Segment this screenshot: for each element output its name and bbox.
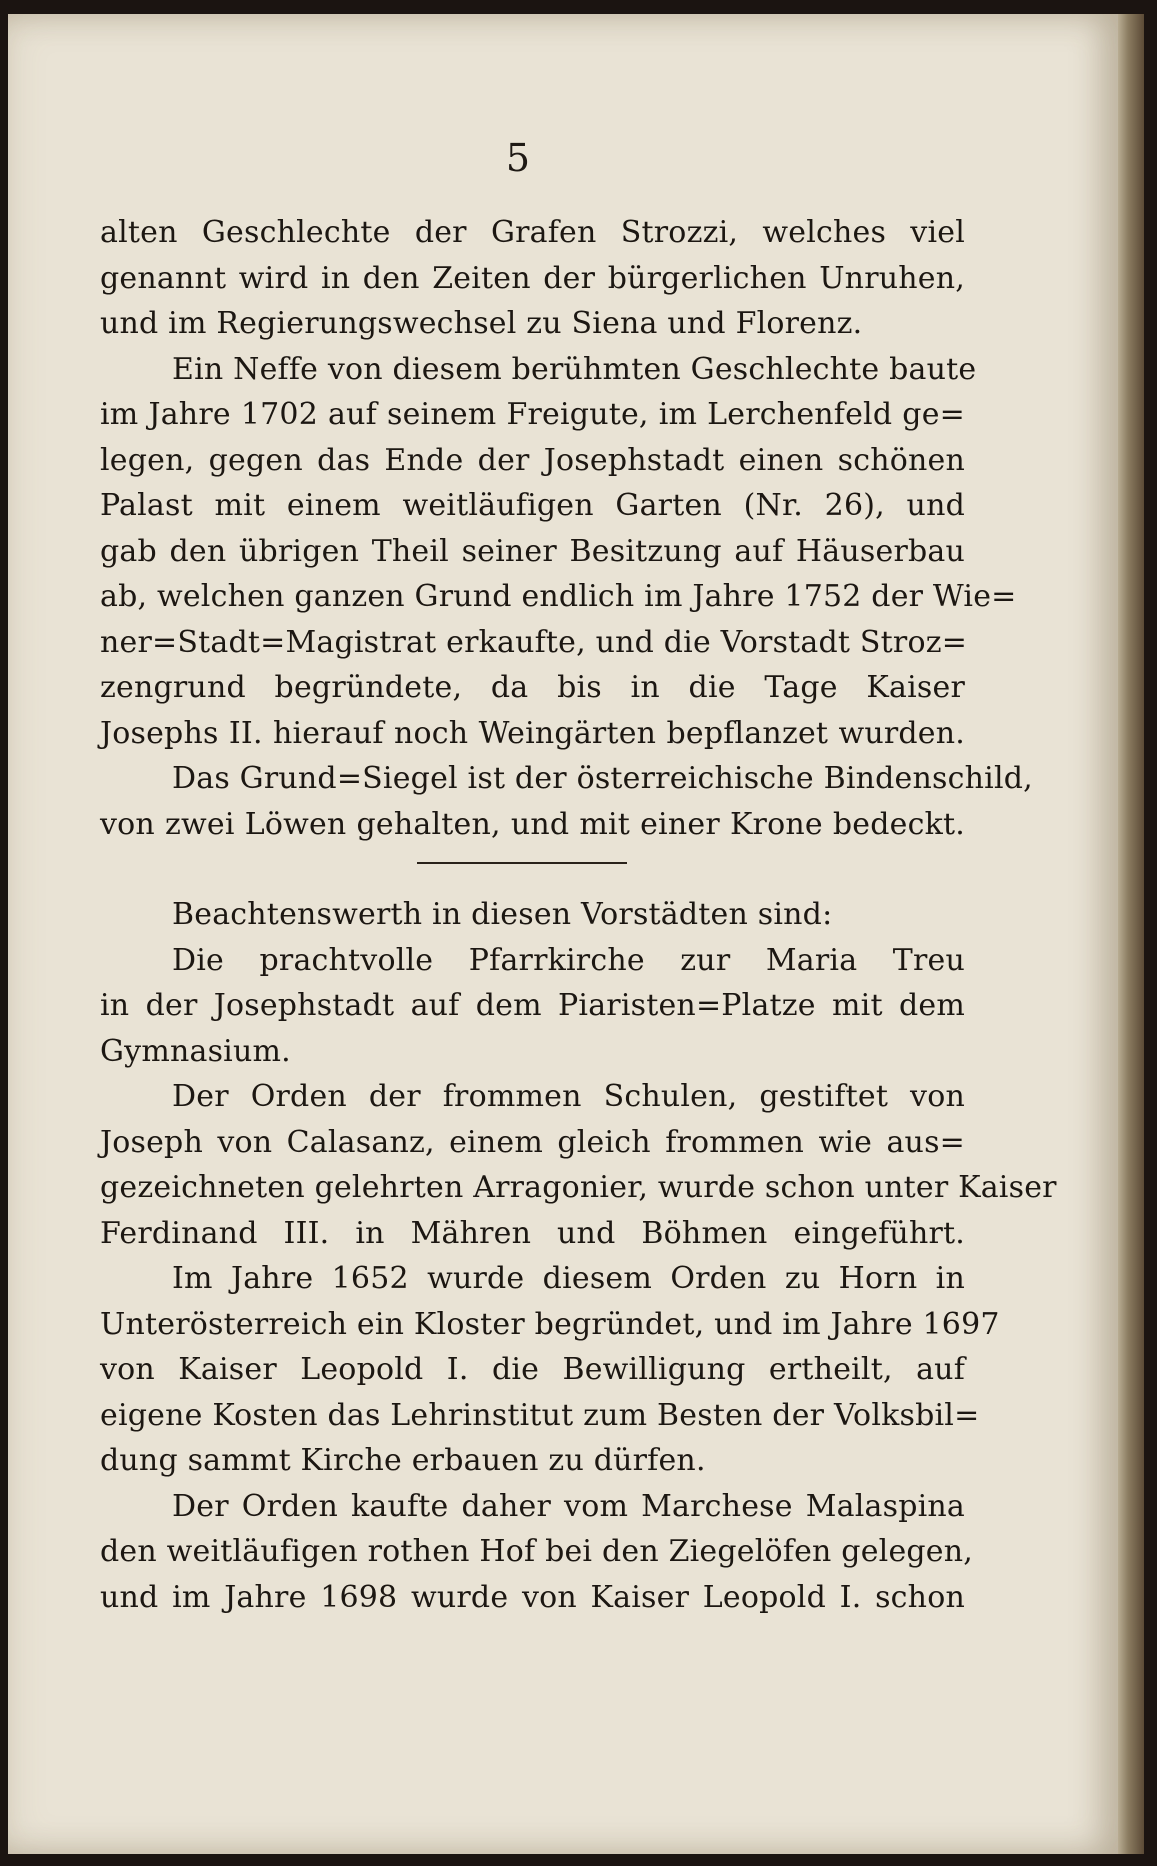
text-line: genannt wird in den Zeiten der bürgerlichen Unruhen, — [100, 260, 965, 296]
text-line: alten Geschlechte der Grafen Strozzi, welches viel — [100, 215, 965, 250]
text-line: Beachtenswerth in diesen Vorstädten sind: — [172, 897, 833, 932]
text-line: und im Jahre 1698 wurde von Kaiser Leopold I. schon — [100, 1579, 965, 1615]
text-line: eigene Kosten das Lehrinstitut zum Besten der Volksbil= — [100, 1397, 980, 1433]
text-line: in der Josephstadt auf dem Piaristen=Platze mit dem — [100, 988, 965, 1023]
text-line: von Kaiser Leopold I. die Bewilligung ertheilt, auf — [100, 1352, 965, 1387]
text-line: Josephs II. hierauf noch Weingärten bepflanzet wurden. — [100, 715, 965, 751]
text-line: Der Orden kaufte daher vom Marchese Malaspina — [172, 1488, 965, 1524]
text-line: und im Regierungswechsel zu Siena und Florenz. — [100, 306, 863, 341]
text-line: legen, gegen das Ende der Josephstadt einen schönen — [100, 442, 965, 478]
text-line: ner=Stadt=Magistrat erkaufte, und die Vorstadt Stroz= — [100, 624, 968, 660]
text-line: Palast mit einem weitläufigen Garten (Nr. 26), und — [100, 488, 965, 523]
text-line: gab den übrigen Theil seiner Besitzung auf Häuserbau — [100, 533, 965, 569]
text-line: im Jahre 1702 auf seinem Freigute, im Lerchenfeld ge= — [100, 397, 965, 432]
text-line: Ein Neffe von diesem berühmten Geschlechte baute — [172, 351, 977, 387]
text-line: Der Orden der frommen Schulen, gestiftet von — [172, 1079, 965, 1114]
text-line: zengrund begründete, da bis in die Tage Kaiser — [100, 670, 965, 705]
text-line: gezeichneten gelehrten Arragonier, wurde schon unter Kaiser — [100, 1170, 1057, 1205]
text-line: Im Jahre 1652 wurde diesem Orden zu Horn in — [172, 1261, 965, 1296]
text-line: Unterösterreich ein Kloster begründet, und im Jahre 1697 — [100, 1306, 1000, 1342]
page-number: 5 — [505, 136, 531, 180]
text-line: Die prachtvolle Pfarrkirche zur Maria Treu — [172, 942, 965, 978]
text-line: ab, welchen ganzen Grund endlich im Jahre 1752 der Wie= — [100, 579, 1017, 614]
book-page — [8, 14, 1118, 1854]
section-divider — [417, 862, 627, 864]
text-line: Ferdinand III. in Mähren und Böhmen eingeführt. — [100, 1215, 965, 1251]
text-block-1 — [100, 210, 1033, 847]
page-edge — [1118, 14, 1144, 1854]
text-line: den weitläufigen rothen Hof bei den Ziegelöfen gelegen, — [100, 1534, 974, 1569]
text-line: dung sammt Kirche erbauen zu dürfen. — [100, 1443, 706, 1478]
text-line: Das Grund=Siegel ist der österreichische Bindenschild, — [172, 761, 1033, 796]
text-line: von zwei Löwen gehalten, und mit einer Krone bedeckt. — [100, 806, 965, 842]
text-line: Joseph von Calasanz, einem gleich frommen wie aus= — [100, 1124, 965, 1160]
text-block-2 — [100, 892, 1057, 1620]
text-line: Gymnasium. — [100, 1033, 291, 1069]
